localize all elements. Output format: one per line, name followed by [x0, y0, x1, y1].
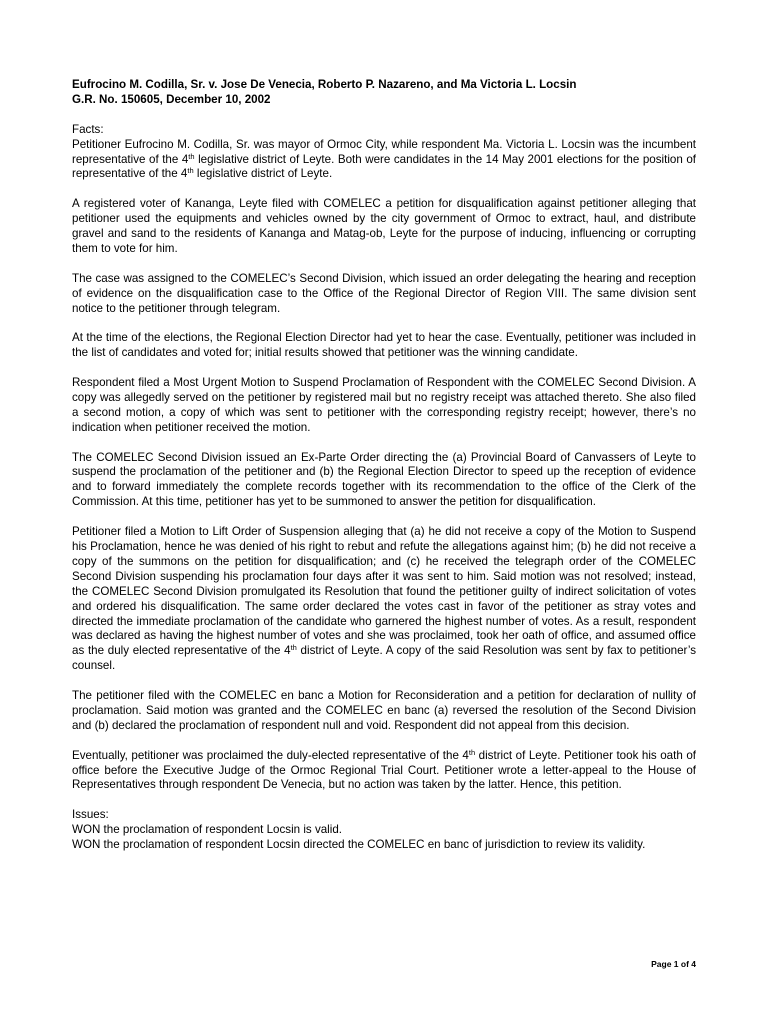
ordinal-suffix: th: [468, 747, 476, 757]
facts-paragraph-1: [72, 123, 696, 183]
page-number: Page 1 of 4: [651, 959, 696, 969]
case-title: Eufrocino M. Codilla, Sr. v. Jose De Venecia, Roberto P. Nazareno, and Ma Victoria L. Locsin: [72, 78, 577, 91]
ordinal-suffix: th: [290, 643, 297, 653]
facts-paragraph-4: At the time of the elections, the Regional Election Director had yet to hear the case. Eventually, petitioner was included in the list of candidates and voted for; initial results showed that petitioner was the winning candidate.: [72, 331, 696, 360]
facts-paragraph-5: Respondent filed a Most Urgent Motion to Suspend Proclamation of Respondent with the COMELEC Second Division. A copy was allegedly served on the petitioner by registered mail but no registry receipt was attached thereto. She also filed a second motion, a copy of which was sent to petitioner with the corresponding registry receipt; however, there’s no indication when petitioner received the motion.: [72, 376, 696, 434]
case-number: G.R. No. 150605, December 10, 2002: [72, 92, 271, 106]
facts-paragraph-6: The COMELEC Second Division issued an Ex-Parte Order directing the (a) Provincial Board of Canvassers of Leyte to suspend the proclamation of the petitioner and (b) the Regional Election Director to speed up the reception of evidence and to forward immediately the complete records together with its recommendation to the office of the Clerk of the Commission. At this time, petitioner has yet to be summoned to answer the petition for disqualification.: [72, 450, 696, 509]
facts-p1-part-a: Petitioner Eufrocino M. Codilla, Sr. was mayor of Ormoc City, while respondent Ma. Victoria L. Locsin was the incumbent representative of the 4: [72, 137, 696, 166]
issues-heading: Issues:: [72, 808, 109, 822]
facts-paragraph-9: [72, 749, 696, 794]
facts-p9-part-b: district of Leyte. Petitioner took his oath of office before the Executive Judge of the Ormoc Regional Trial Court. Petitioner wrote a letter-appeal to the House of Representatives through respondent De Venecia, but no action was taken by the latter. Hence, this petition.: [72, 748, 696, 792]
facts-paragraph-2: A registered voter of Kananga, Leyte filed with COMELEC a petition for disqualification against petitioner alleging that petitioner used the equipments and vehicles owned by the city government of Ormoc to extract, haul, and distribute gravel and sand to the residents of Kananga and Matag-ob, Leyte for the purpose of inducing, influencing or corrupting them to vote for him.: [72, 197, 696, 255]
ordinal-suffix: th: [187, 166, 194, 176]
facts-paragraph-8: The petitioner filed with the COMELEC en banc a Motion for Reconsideration and a petition for declaration of nullity of proclamation. Said motion was granted and the COMELEC en banc (a) reversed the resolution of the Second Division and (b) declared the proclamation of respondent null and void. Respondent did not appeal from this decision.: [72, 689, 696, 732]
facts-paragraph-3: The case was assigned to the COMELEC’s Second Division, which issued an order delegating the hearing and reception of evidence on the disqualification case to the Office of the Regional Director of Region VIII. The same division sent notice to the petitioner through telegram.: [72, 271, 696, 315]
facts-p7-part-a: Petitioner filed a Motion to Lift Order of Suspension alleging that (a) he did not receive a copy of the Motion to Suspend his Proclamation, hence he was denied of his right to rebut and refute the allegations against him; (b) he did not receive a copy of the summons on the petition for disqualification; and (c) he received the telegraph order of the COMELEC Second Division suspending his proclamation four days after it was sent to him. Said motion was not resolved; instead, the COMELEC Second Division promulgated its Resolution that found the petitioner guilty of indirect solicitation of votes and ordered his disqualification. The same order declared the votes cast in favor of the petitioner as stray votes and directed the immediate proclamation of the candidate who garnered the highest number of votes. As a result, respondent was declared as having the highest number of votes and she was proclaimed, took her oath of office, and assumed office as the duly elected representative of the 4: [72, 525, 696, 658]
facts-p1-part-c: legislative district of Leyte.: [193, 167, 333, 181]
document-body: [72, 78, 696, 853]
facts-p1-part-b: legislative district of Leyte. Both were candidates in the 14 May 2001 elections for the position of representative of the 4: [72, 152, 696, 181]
case-header: [72, 78, 696, 108]
facts-paragraph-7: [72, 525, 696, 674]
issue-item-2: WON the proclamation of respondent Locsin directed the COMELEC en banc of jurisdiction to review its validity.: [72, 838, 646, 852]
facts-heading: Facts:: [72, 122, 104, 136]
ordinal-suffix: th: [188, 151, 195, 161]
facts-p7-part-b: district of Leyte. A copy of the said Resolution was sent by fax to petitioner’s counsel.: [72, 644, 697, 673]
facts-p9-part-a: Eventually, petitioner was proclaimed the duly-elected representative of the 4: [72, 748, 469, 762]
issue-item-1: WON the proclamation of respondent Locsin is valid.: [72, 823, 343, 837]
issues-section: [72, 808, 696, 853]
